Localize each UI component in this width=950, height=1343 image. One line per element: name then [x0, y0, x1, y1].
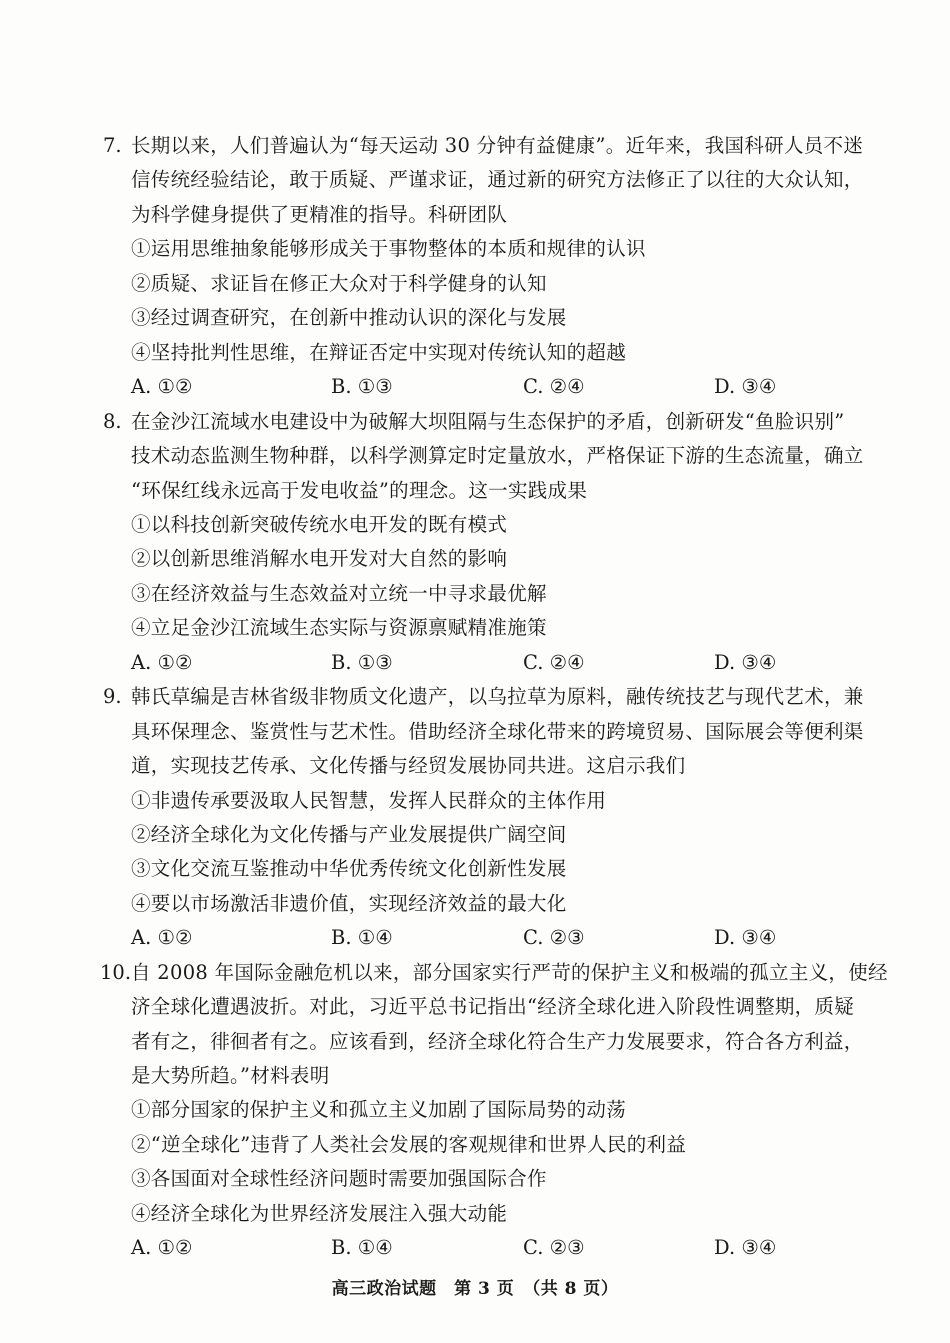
- statement-item: ④立足金沙江流域生态实际与资源禀赋精准施策: [131, 616, 547, 639]
- question-stem-line: 是大势所趋。”材料表明: [131, 1064, 330, 1087]
- option-a: A. ①②: [131, 926, 193, 949]
- option-c: C. ②④: [523, 651, 585, 674]
- statement-item: ③各国面对全球性经济问题时需要加强国际合作: [131, 1167, 547, 1190]
- option-d: D. ③④: [714, 651, 777, 674]
- statement-item: ④要以市场激活非遗价值，实现经济效益的最大化: [131, 892, 567, 915]
- question-stem-line: 在金沙江流域水电建设中为破解大坝阻隔与生态保护的矛盾，创新研发“鱼脸识别”: [131, 410, 845, 433]
- question-stem-line: 信传统经验结论，敢于质疑、严谨求证，通过新的研究方法修正了以往的大众认知，: [131, 168, 864, 191]
- option-b: B. ①③: [331, 651, 393, 674]
- statement-item: ③经过调查研究，在创新中推动认识的深化与发展: [131, 306, 567, 329]
- option-d: D. ③④: [714, 926, 777, 949]
- statement-item: ①运用思维抽象能够形成关于事物整体的本质和规律的认识: [131, 237, 646, 260]
- question-number: 10.: [100, 961, 132, 984]
- question-number: 8.: [103, 410, 122, 433]
- question-stem-line: 韩氏草编是吉林省级非物质文化遗产，以乌拉草为原料，融传统技艺与现代艺术，兼: [131, 685, 864, 708]
- question-stem-line: 者有之，徘徊者有之。应该看到，经济全球化符合生产力发展要求，符合各方利益，: [131, 1030, 864, 1053]
- option-a: A. ①②: [131, 375, 193, 398]
- statement-item: ①非遗传承要汲取人民智慧，发挥人民群众的主体作用: [131, 789, 607, 812]
- option-b: B. ①④: [331, 1236, 393, 1259]
- option-d: D. ③④: [714, 1236, 777, 1259]
- question-stem-line: 自 2008 年国际金融危机以来，部分国家实行严苛的保护主义和极端的孤立主义，使经: [131, 961, 888, 984]
- question-number: 7.: [103, 134, 122, 157]
- question-stem-line: 技术动态监测生物种群，以科学测算定时定量放水，严格保证下游的生态流量，确立: [131, 444, 864, 467]
- statement-item: ③在经济效益与生态效益对立统一中寻求最优解: [131, 582, 547, 605]
- statement-item: ③文化交流互鉴推动中华优秀传统文化创新性发展: [131, 857, 567, 880]
- option-b: B. ①④: [331, 926, 393, 949]
- question-number: 9.: [103, 685, 122, 708]
- statement-item: ②以创新思维消解水电开发对大自然的影响: [131, 547, 508, 570]
- option-c: C. ②④: [523, 375, 585, 398]
- option-a: A. ①②: [131, 651, 193, 674]
- statement-item: ②质疑、求证旨在修正大众对于科学健身的认知: [131, 272, 547, 295]
- option-c: C. ②③: [523, 926, 585, 949]
- page-footer: 高三政治试题 第 3 页 （共 8 页）: [331, 1279, 619, 1299]
- option-c: C. ②③: [523, 1236, 585, 1259]
- statement-item: ①部分国家的保护主义和孤立主义加剧了国际局势的动荡: [131, 1098, 627, 1121]
- question-stem-line: “环保红线永远高于发电收益”的理念。这一实践成果: [131, 479, 588, 502]
- question-stem-line: 长期以来，人们普遍认为“每天运动 30 分钟有益健康”。近年来，我国科研人员不迷: [131, 134, 864, 157]
- statement-item: ②“逆全球化”违背了人类社会发展的客观规律和世界人民的利益: [131, 1133, 687, 1156]
- statement-item: ④经济全球化为世界经济发展注入强大动能: [131, 1202, 508, 1225]
- option-a: A. ①②: [131, 1236, 193, 1259]
- option-d: D. ③④: [714, 375, 777, 398]
- question-stem-line: 济全球化遭遇波折。对此，习近平总书记指出“经济全球化进入阶段性调整期，质疑: [131, 995, 855, 1018]
- question-stem-line: 具环保理念、鉴赏性与艺术性。借助经济全球化带来的跨境贸易、国际展会等便利渠: [131, 720, 864, 743]
- statement-item: ④坚持批判性思维，在辩证否定中实现对传统认知的超越: [131, 341, 627, 364]
- question-stem-line: 道，实现技艺传承、文化传播与经贸发展协同共进。这启示我们: [131, 754, 686, 777]
- statement-item: ②经济全球化为文化传播与产业发展提供广阔空间: [131, 823, 567, 846]
- question-stem-line: 为科学健身提供了更精准的指导。科研团队: [131, 203, 508, 226]
- option-b: B. ①③: [331, 375, 393, 398]
- statement-item: ①以科技创新突破传统水电开发的既有模式: [131, 513, 508, 536]
